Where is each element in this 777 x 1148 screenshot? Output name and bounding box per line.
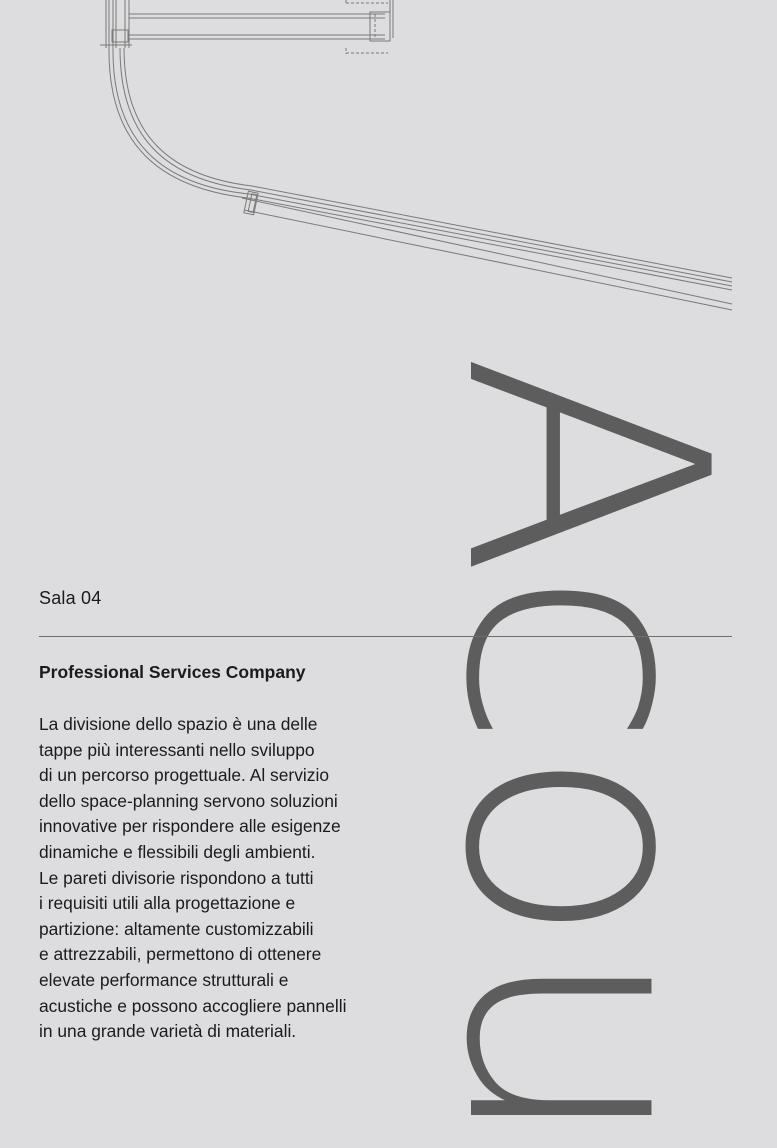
room-label: Sala 04 <box>39 588 102 608</box>
body-line: elevate performance strutturali e <box>39 969 289 990</box>
body-line: innovative per rispondere alle esigenze <box>39 816 341 837</box>
body-line: Le pareti divisorie rispondono a tutti <box>39 867 314 888</box>
body-line: di un percorso progettuale. Al servizio <box>39 765 330 786</box>
body-line: acustiche e possono accogliere pannelli <box>39 995 347 1016</box>
body-line: i requisiti utili alla progettazione e <box>39 893 296 914</box>
vertical-title: Acou <box>393 352 777 1148</box>
section-title: Professional Services Company <box>39 662 306 682</box>
body-line: e attrezzabili, permettono di ottenere <box>39 944 322 965</box>
body-text <box>39 712 346 1045</box>
body-line: partizione: altamente customizzabili <box>39 918 314 939</box>
body-line: in una grande varietà di materiali. <box>39 1021 297 1042</box>
body-line: La divisione dello spazio è una delle <box>39 714 318 734</box>
body-line: dello space-planning servono soluzioni <box>39 790 338 811</box>
body-line: tappe più interessanti nello sviluppo <box>39 739 315 760</box>
body-line: dinamiche e flessibili degli ambienti. <box>39 841 316 862</box>
divider-line <box>39 636 732 637</box>
